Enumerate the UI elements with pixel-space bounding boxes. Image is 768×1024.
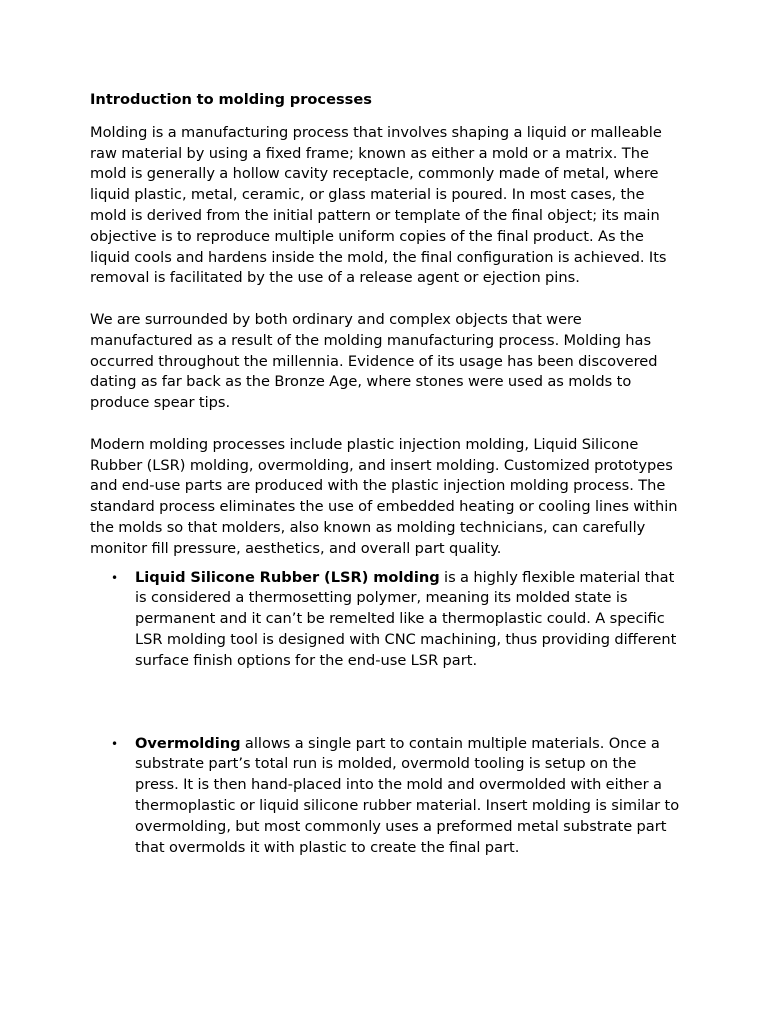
- document-body: [90, 90, 680, 858]
- bullet-term-lsr-molding: Liquid Silicone Rubber (LSR) molding: [135, 568, 440, 586]
- paragraph-modern-processes: Modern molding processes include plastic injection molding, Liquid Silicone Rubber (LSR) molding, overmolding, and insert molding. Customized prototypes and end-use parts are produced with the plastic injection molding process. The standard process eliminates the use of embedded heating or cooling lines within the molds so that molders, also known as molding technicians, can carefully monitor fill pressure, aesthetics, and overall part quality.: [90, 435, 678, 557]
- bullet-term-overmolding: Overmolding: [135, 734, 241, 752]
- paragraph-molding-history: We are surrounded by both ordinary and complex objects that were manufactured as a result of the molding manufacturing process. Molding has occurred throughout the millennia. Evidence of its usage has been discovered dating as far back as the Bronze Age, where stones were used as molds to produce spear tips.: [90, 310, 658, 412]
- bullet-item-overmolding: [90, 734, 680, 859]
- document-title: Introduction to molding processes: [90, 91, 372, 108]
- bullet-icon: •: [111, 570, 119, 585]
- bullet-icon: •: [111, 736, 119, 751]
- bullet-text-lsr-molding: is a highly flexible material that is considered a thermosetting polymer, meaning its molded state is permanent and it can’t be remelted like a thermoplastic could. A specific LSR molding tool is designed with CNC machining, thus providing different surface finish options for the end-use LSR part.: [135, 568, 677, 669]
- bullet-item-lsr-molding: [90, 568, 680, 672]
- process-bullet-list: [90, 568, 680, 859]
- paragraph-molding-definition: Molding is a manufacturing process that involves shaping a liquid or malleable raw material by using a fixed frame; known as either a mold or a matrix. The mold is generally a hollow cavity receptacle, commonly made of metal, where liquid plastic, metal, ceramic, or glass material is poured. In most cases, the mold is derived from the initial pattern or template of the final object; its main objective is to reproduce multiple uniform copies of the final product. As the liquid cools and hardens inside the mold, the final configuration is achieved. Its removal is facilitated by the use of a release agent or ejection pins.: [90, 123, 667, 287]
- bullet-text-overmolding: allows a single part to contain multiple materials. Once a substrate part’s total run is molded, overmold tooling is setup on the press. It is then hand-placed into the mold and overmolded with either a thermoplastic or liquid silicone rubber material. Insert molding is similar to overmolding, but most commonly uses a preformed metal substrate part that overmolds it with plastic to create the final part.: [135, 734, 680, 856]
